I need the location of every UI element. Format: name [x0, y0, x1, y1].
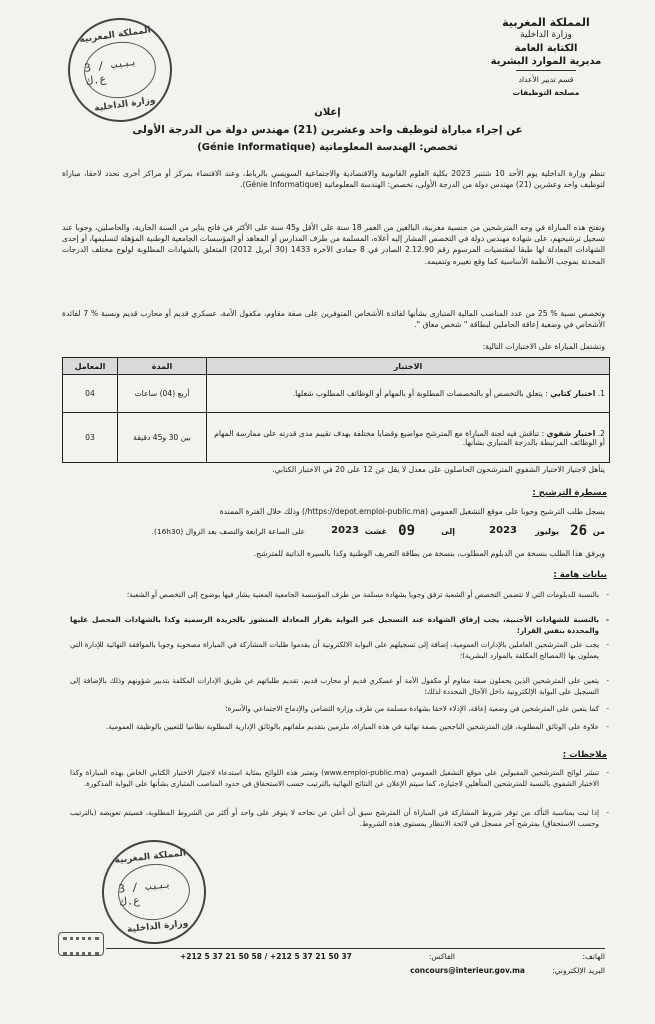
important-item: - بالنسبة للدبلومات التي لا تتضمن التخصص أو الشعبة ترفق وجوبا بشهادة مسلمة من طرف المؤسسة الجامعية المعنية يشار فيها بوضوح إلى التخصص أو الشعبة؛ — [70, 590, 599, 601]
test-desc: : تناقش فيه لجنة المباراة مع المترشح مواضيع وقضايا مختلفة بهدف تقييم مدى قدرته على ممارسة المهام أو الوظائف المرتبطة بالدرجة المتبارى بشأنها. — [214, 428, 605, 447]
footer-logo — [58, 932, 104, 956]
header-coef: المعامل — [63, 358, 118, 375]
phone-numbers: +212 5 37 21 50 58 / +212 5 37 21 50 37 — [180, 952, 352, 961]
intro-paragraph: تنظم وزارة الداخلية يوم الأحد 10 شتنبر 2023 بكلية العلوم القانونية والاقتصادية والاجتماعية السويسي بالرباط، وعند الاقتضاء بمركز أو مراكز أخرى تحدد لاحقا، مباراة لتوظيف واحد وعشرين (21) مهندس دولة من الدرجة الأولى، تخصص: الهندسة المعلوماتية (Génie Informatique). — [62, 169, 606, 190]
note-item: - إذا ثبت بمناسبة التأكد من توفر شروط المشاركة في المباراة أن المترشح سبق أن أعلن عن نجاحه لا يتوفر على واحد أو أكثر من الشروط المطلوبة، فسيتم تعويضه (بالترتيب وحسب الاستحقاق) بمترشح آخر مسجل في لائحة الانتظار بمستوى هذه الشروط. — [70, 808, 599, 829]
eligibility-paragraph: وتفتح هذه المباراة في وجه المترشحين من جنسية مغربية، البالغين من العمر 18 سنة على الأقل و45 سنة على الأكثر في فاتح يناير من السنة الجارية، والحاصلين، وجوبا عند تسجيل ترشيحهم، على شهادة مهندس دولة في التخصص المشار إليه أعلاه، المسلمة من طرف المدارس أو المعاهد أو المؤسسات الجامعية الوطنية المؤهلة لتسليمها، أو إحدى الشهادات المعادلة لها طبقا لمقتضيات المرسوم رقم 2.12.90 الصادر في 8 جمادى الآخرة 1433 (30 أبريل 2012) المتعلق بالشهادات المطلوبة لولوج مختلف الدرجات المحدثة بموجب الأنظمة الأساسية كما وقع تغييره وتتميمه. — [62, 223, 605, 266]
registration-dates — [45, 524, 605, 544]
header-test: الاختبار — [207, 358, 610, 375]
from-label: من — [592, 527, 605, 536]
duration-cell: بين 30 و45 دقيقة — [118, 413, 207, 463]
fax-label: الفاكس: — [428, 952, 455, 961]
to-year: 2023 — [331, 525, 359, 536]
important-heading: بيانات هامة : — [553, 570, 607, 580]
phone-label: الهاتف: — [582, 952, 605, 961]
test-num: 2. — [597, 428, 605, 438]
directorate-line: مديرية الموارد البشرية — [490, 56, 602, 67]
exam-table — [62, 357, 610, 463]
announcement-title: عن إجراء مباراة لتوظيف واحد وعشرين (21) مهندس دولة من الدرجة الأولى — [132, 124, 523, 136]
from-month: يوليوز — [535, 527, 559, 536]
coef-cell: 03 — [63, 413, 118, 463]
registration-attachments: ويرفق هذا الطلب بنسخة من الدبلوم المطلوب، بنسخة من بطاقة التعريف الوطنية وكذا بالسيرة الذاتية للمترشح. — [253, 549, 605, 558]
to-label: إلى — [441, 527, 455, 536]
footer-contacts — [180, 952, 605, 982]
note-item: - تنشر لوائح المترشحين المقبولين على موقع التشغيل العمومي (www.emploi-public.ma) وتعتبر هذه اللوائح بمثابة استدعاء لاجتياز الاختبار الكتابي الخاص بهذه المباراة وكذا الاختبار الشفوي بالنسبة للمترشحين المتأهلين لاجتيازه، كما سيتم الإعلان عن النتائج النهائية بالترتيب حسب الاستحقاق في حدود المناصب المتبارى بشأنها على البوابة المذكورة. — [70, 768, 599, 789]
announcement-specialty: تخصص: الهندسة المعلوماتية (Génie Informatique) — [197, 142, 458, 153]
important-item: - كما يتعين على المترشحين في وضعية إعاقة، الإدلاء لاحقا بشهادة مسلمة من طرف وزارة التضامن والإدماج الاجتماعي والأسرة؛ — [70, 704, 599, 715]
email-label: البريد الإلكتروني: — [552, 966, 605, 975]
duration-cell: أربع (04) ساعات — [118, 375, 207, 413]
ministry-line: وزارة الداخلية — [520, 30, 572, 40]
from-day: 26 — [570, 523, 587, 539]
announcement-label: إعلان — [314, 107, 341, 118]
test-desc: : يتعلق بالتخصص أو بالتخصصات المطلوبة أو بالمهام أو الوظائف المطلوب شغلها. — [292, 389, 548, 398]
ministry-header — [461, 16, 631, 99]
test-name: اختبار كتابي — [550, 389, 596, 398]
test-cell — [207, 413, 610, 463]
registration-time: على الساعة الرابعة والنصف بعد الزوال (16h30). — [151, 527, 305, 536]
test-cell — [207, 375, 610, 413]
important-item: - علاوة على الوثائق المطلوبة، فإن المترشحين الناجحين بصفة نهائية في هذه المباراة، ملزمين بتقديم ملفاتهم بالوثائق الإدارية المطلوبة نظاميا للتعيين بالوظيفة العمومية. — [70, 722, 599, 733]
table-row — [63, 375, 610, 413]
footer-divider — [106, 948, 605, 949]
header-duration: المدة — [118, 358, 207, 375]
stamp-bottom-text: وزارة الداخلية — [93, 95, 157, 114]
stamp-top-text: المملكة المغربية — [78, 25, 152, 46]
important-item: - يجب على المترشحين العاملين بالإدارات العمومية، إضافة إلى تسجيلهم على البوابة الالكترونية أن يقدموا طلبات المشاركة في المباراة مصحوبة وجوبا بالموافقة النهائية للإدارة التي يعملون بها (المصالح المكلفة بالموارد البشرية)؛ — [70, 640, 599, 661]
exams-intro: وتشتمل المباراة على الاختبارات التالية: — [482, 342, 605, 351]
to-month: غشت — [364, 527, 387, 536]
table-row — [63, 413, 610, 463]
stamp-code: 3 بببب / ع.ك — [80, 37, 159, 102]
important-item: - يتعين على المترشحين الذين يحملون صفة مقاوم أو مكفول الأمة أو عسكري قديم أو محارب قديم، تقديم طلباتهم عن طريق الإدارات المكلفة بتدبير شؤونهم وذلك بالإضافة إلى التسجيل على البوابة الإلكترونية داخل الآجال المحددة لذلك؛ — [70, 676, 599, 697]
stamp-bottom-text: وزارة الداخلية — [126, 918, 189, 935]
test-name: اختبار شفوي — [546, 428, 596, 438]
stamp-code: 3 بببب / ع.ك — [115, 860, 192, 923]
oral-qualification-paragraph: يتأهل لاجتياز الاختبار الشفوي المترشحون الحاصلون على معدل لا يقل عن 12 على 20 في الاختبار الكتابي. — [272, 465, 605, 474]
notes-heading: ملاحظات : — [562, 750, 607, 760]
to-day: 09 — [398, 523, 415, 539]
stamp-top-text: المملكة المغربية — [114, 848, 187, 866]
important-item: - بالنسبة للشهادات الأجنبية، يجب إرفاق الشهادة عند التسجيل عبر البوابة بقرار المعادلة المنشور بالجريدة الرسمية وكذا بالشهادات المحصل عليها والمحددة بنفس القرار؛ — [70, 615, 599, 636]
email-address[interactable]: concours@interieur.gov.ma — [410, 966, 525, 975]
test-num: 1. — [597, 389, 605, 398]
service-line: مصلحة التوظيفات — [512, 88, 580, 97]
secretariat-line: الكتابة العامة — [514, 43, 578, 54]
registration-heading: مسطرة الترشيح : — [532, 488, 607, 498]
kingdom-line: المملكة المغربية — [502, 16, 590, 29]
official-stamp-bottom — [97, 835, 211, 949]
registration-text: يسجل طلب الترشيح وجوبا على موقع التشغيل العمومي (https://depot.emploi-public.ma/) وذلك خلال الفترة الممتدة — [219, 507, 605, 516]
table-header-row — [63, 358, 610, 375]
coef-cell: 04 — [63, 375, 118, 413]
quota-paragraph: وتخصص نسبة % 25 من عدد المناصب المالية المتبارى بشأنها لفائدة الأشخاص المتوفرين على صفة مقاوم، مكفول الأمة، عسكري قديم أو محارب قديم ونسبة % 7 لفائدة الأشخاص في وضعية إعاقة الحاملين لبطاقة " شخص معاق ". — [62, 309, 605, 330]
from-year: 2023 — [489, 525, 517, 536]
division-line: قسم تدبير الأعداد — [518, 75, 574, 84]
